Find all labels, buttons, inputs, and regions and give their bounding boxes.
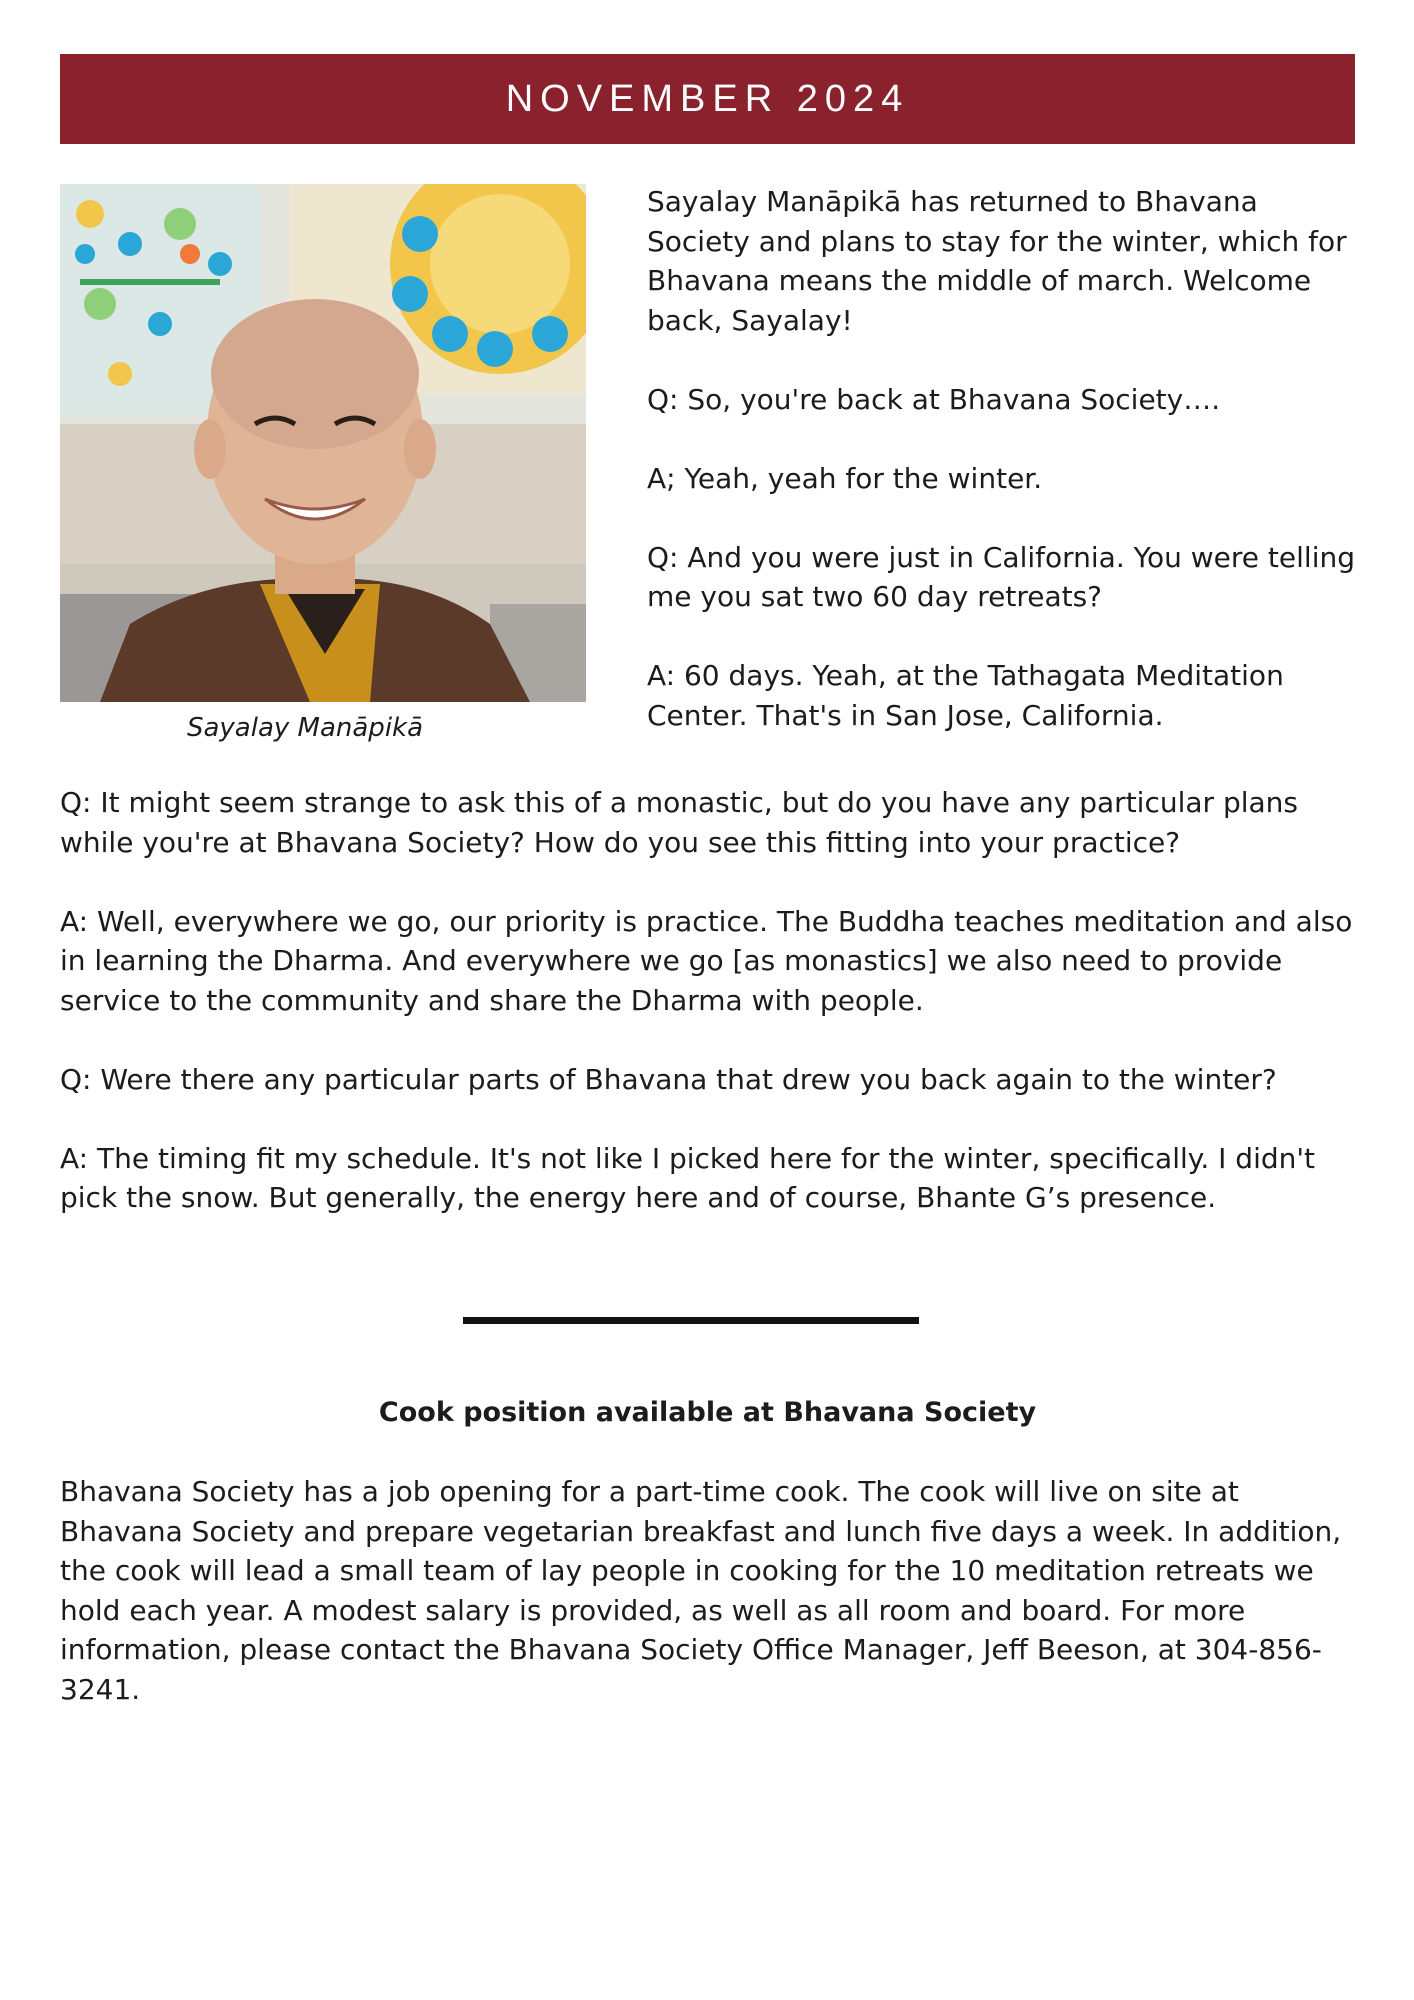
intro-column — [647, 182, 1367, 775]
question-paragraph: Q: And you were just in California. You were telling me you sat two 60 day retreats? — [647, 540, 1355, 613]
answer-paragraph: A; Yeah, yeah for the winter. — [647, 461, 1043, 495]
answer-paragraph: A: Well, everywhere we go, our priority is practice. The Buddha teaches meditation and also in learning the Dharma. And everywhere we go [as monastics] we also need to provide service to the community and share the Dharma with people. — [60, 904, 1353, 1017]
question-paragraph: Q: Were there any particular parts of Bhavana that drew you back again to the winter? — [60, 1062, 1277, 1096]
question-paragraph: Q: It might seem strange to ask this of a monastic, but do you have any particular plans while you're at Bhavana Society? How do you see this fitting into your practice? — [60, 786, 1298, 859]
portrait-illustration — [60, 184, 586, 702]
job-heading: Cook position available at Bhavana Society — [378, 1397, 1037, 1428]
answer-paragraph: A: The timing fit my schedule. It's not like I picked here for the winter, specifically. I didn't pick the snow. But generally, the energy here and of course, Bhante G’s presence. — [60, 1141, 1316, 1214]
question-paragraph: Q: So, you're back at Bhavana Society…. — [647, 382, 1221, 416]
answer-paragraph: A: 60 days. Yeah, at the Tathagata Meditation Center. That's in San Jose, California. — [647, 659, 1284, 732]
intro-paragraph: Sayalay Manāpikā has returned to Bhavana Society and plans to stay for the winter, which for Bhavana means the middle of march. Welcome back, Sayalay! — [647, 185, 1347, 337]
month-banner — [60, 54, 1355, 144]
photo-caption: Sayalay Manāpikā — [186, 713, 424, 743]
job-section — [60, 1472, 1365, 1709]
banner-title: NOVEMBER 2024 — [505, 77, 910, 120]
job-description: Bhavana Society has a job opening for a part-time cook. The cook will live on site at Bhavana Society and prepare vegetarian breakfast and lunch five days a week. In addition, the cook will lead a small team of lay people in cooking for the 10 meditation retreats we hold each year. A modest salary is provided, as well as all room and board. For more information, please contact the Bhavana Society Office Manager, Jeff Beeson, at 304-856-3241. — [60, 1475, 1342, 1706]
section-divider — [463, 1317, 919, 1324]
interview-section — [60, 783, 1360, 1257]
portrait-photo — [60, 184, 586, 702]
